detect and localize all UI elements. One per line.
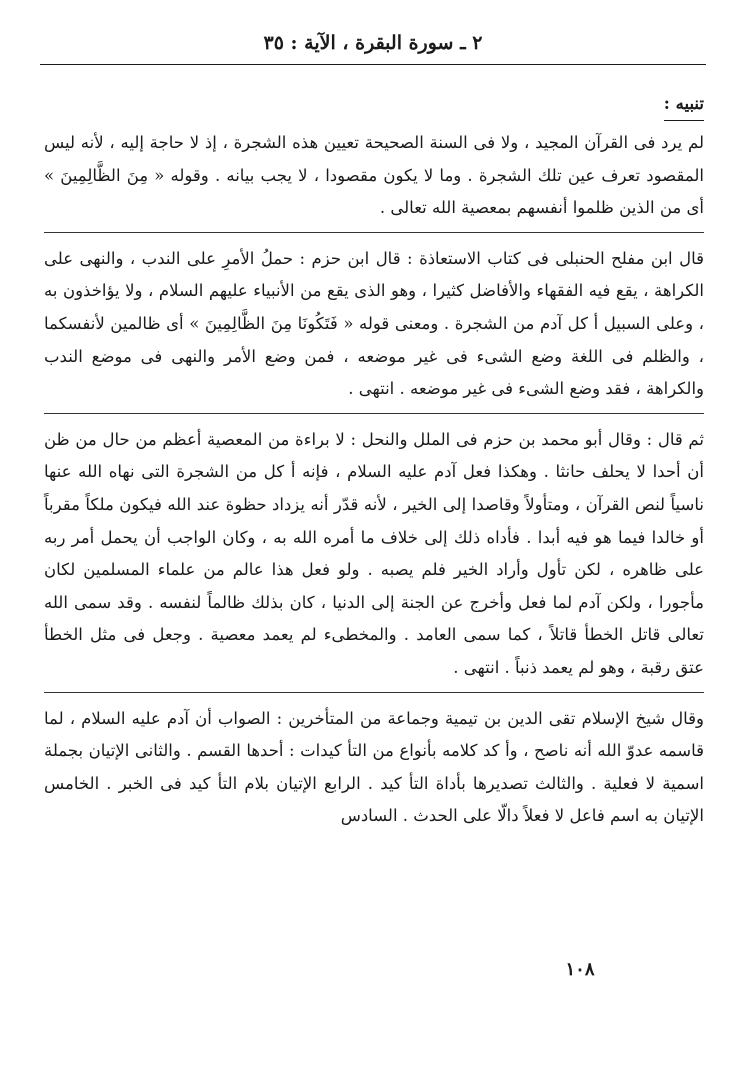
paragraph-1: لم يرد فى القرآن المجيد ، ولا فى السنة الصحيحة تعيين هذه الشجرة ، إذ لا حاجة إليه ، لأنه ليس المقصود تعرف عين تلك الشجرة . وما لا يكون مقصودا ، لا يجب بيانه . وقوله « مِنَ الظَّالِمِينَ » أى من الذين ظلموا أنفسهم بمعصية الله تعالى . [44,133,704,218]
main-text [44,88,704,833]
paragraph-2: قال ابن مفلح الحنبلى فى كتاب الاستعاذة : قال ابن حزم : حملُ الأمرِ على الندب ، والنهى على الكراهة ، يقع فيه الفقهاء والأفاضل كثيرا ، وهو الذى يقع من الأنبياء عليهم السلام ، ولا يؤاخذون به ، وعلى السبيل أ كل آدم من الشجرة . ومعنى قوله « فَتَكُونَا مِنَ الظَّالِمِينَ » أى ظالمين لأنفسكما ، والظلم فى اللغة وضع الشىء فى غير موضعه ، فمن وضع الأمر والنهى فى موضع الندب والكراهة ، فقد وضع الشىء فى غير موضعه . انتهى . [44,248,704,399]
paragraph-divider [44,692,704,693]
paragraph-3: ثم قال : وقال أبو محمد بن حزم فى الملل والنحل : لا براءة من المعصية أعظم من حال من ظن أن أحدا لا يحلف حانثا . وهكذا فعل آدم عليه السلام ، فإنه أ كل من الشجرة التى نهاه الله عنها ناسياً لنص القرآن ، ومتأولاً وقاصدا إلى الخير ، لأنه قدّر أنه يزداد حظوة عند الله فيكون ملكاً مقرباً أو خالدا فيما هو فيه أبدا . فأداه ذلك إلى خلاف ما أمره الله به ، وكان الواجب أن يحمل أمر ربه على ظاهره ، لكن تأول وأراد الخير فلم يصبه . ولو فعل هذا عالم من علماء المسلمين لكان مأجورا ، ولكن آدم لما فعل وأخرج عن الجنة إلى الدنيا ، كان بذلك ظالماً لنفسه . وقد سمى الله تعالى قاتل الخطأ قاتلاً ، كما سمى العامد . والمخطىء لم يعمد معصية . وجعل فى مثل الخطأ عتق رقبة ، وهو لم يعمد ذنباً . انتهى . [44,429,704,677]
paragraph-divider [44,232,704,233]
page-number: ١٠٨ [565,959,595,980]
section-title: تنبيه : [664,89,704,121]
paragraph-divider [44,413,704,414]
header-rule [40,64,706,65]
paragraph-4: وقال شيخ الإسلام تقى الدين بن تيمية وجماعة من المتأخرين : الصواب أن آدم عليه السلام ، لما قاسمه عدوّ الله أنه ناصح ، وأ كد كلامه بأنواع من التأ كيدات : أحدها القسم . والثانى الإتيان بجملة اسمية لا فعلية . والثالث تصديرها بأداة التأ كيد . الرابع الإتيان بلام التأ كيد فى الخبر . الخامس الإتيان به اسم فاعل لا فعلاً دالّا على الحدث . السادس [44,708,704,826]
running-head: ٢ ـ سورة البقرة ، الآية : ٣٥ [263,32,483,54]
